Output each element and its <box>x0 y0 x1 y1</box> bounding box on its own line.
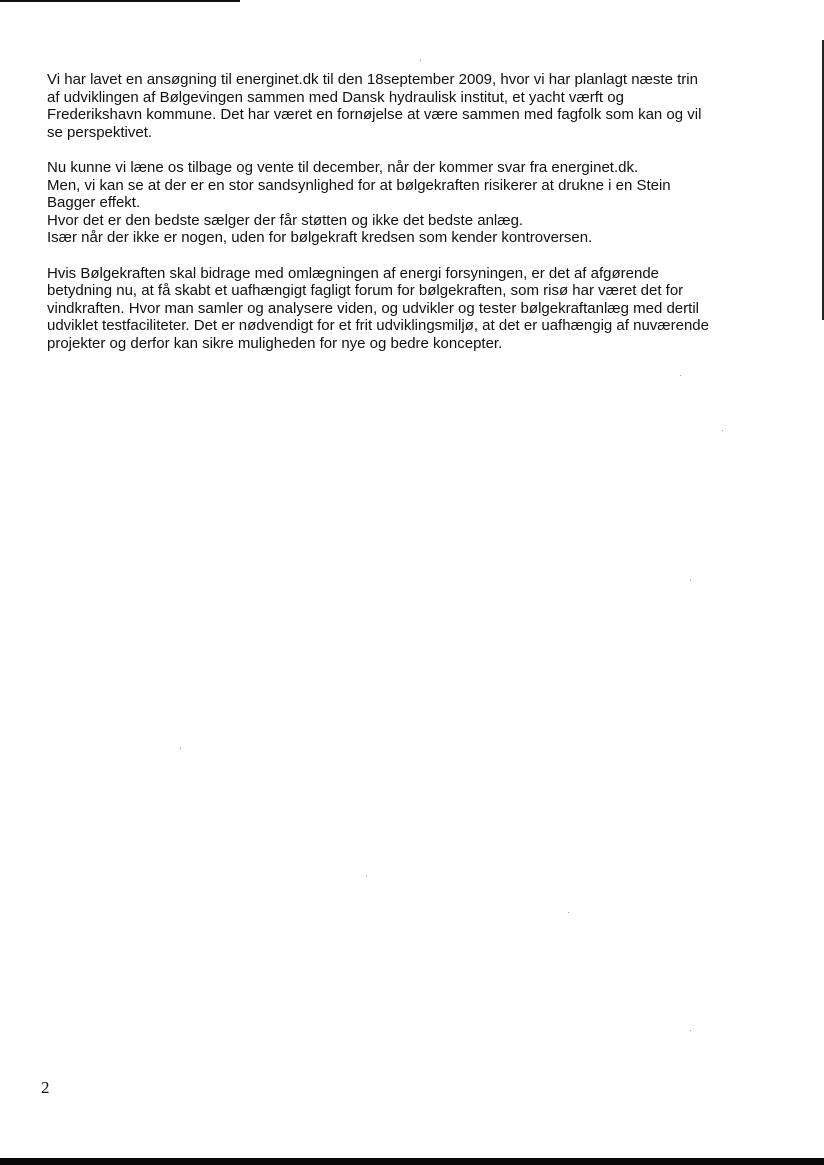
top-rule <box>0 0 240 2</box>
paragraph-concern <box>47 159 793 247</box>
scan-speck <box>690 1030 691 1031</box>
text-line: Hvis Bølgekraften skal bidrage med omlægningen af energi forsyningen, er det af afgørende <box>47 264 660 282</box>
text-line: af udviklingen af Bølgevingen sammen med Dansk hydraulisk institut, et yacht værft og <box>47 88 624 106</box>
paragraph-proposal <box>47 265 793 353</box>
text-line: Hvor det er den bedste sælger der får støtten og ikke det bedste anlæg. <box>47 211 524 229</box>
text-line: betydning nu, at få skabt et uafhængigt fagligt forum for bølgekraften, som risø har været det for <box>47 282 684 300</box>
scan-speck <box>180 748 181 749</box>
scan-speck <box>680 375 681 376</box>
scan-speck <box>420 60 421 61</box>
page-number: 2 <box>41 1078 50 1097</box>
body-text <box>47 71 793 370</box>
scan-speck <box>568 912 569 913</box>
text-line: Bagger effekt. <box>47 194 141 212</box>
scan-speck <box>366 875 367 876</box>
text-line: Især når der ikke er nogen, uden for bølgekraft kredsen som kender kontroversen. <box>47 229 593 247</box>
bottom-scan-band <box>0 1158 824 1165</box>
scan-speck <box>722 430 723 431</box>
text-line: Men, vi kan se at der er en stor sandsynlighed for at bølgekraften risikerer at drukne i en Stein <box>47 176 671 194</box>
text-line: Nu kunne vi læne os tilbage og vente til december, når der kommer svar fra energinet.dk. <box>47 158 639 176</box>
text-line: vindkraften. Hvor man samler og analysere viden, og udvikler og tester bølgekraftanlæg med dertil <box>47 299 699 317</box>
text-line: Vi har lavet en ansøgning til energinet.dk til den 18september 2009, hvor vi har planlagt næste trin <box>47 71 698 88</box>
text-line: Frederikshavn kommune. Det har været en fornøjelse at være sammen med fagfolk som kan og vil <box>47 106 702 124</box>
text-line: se perspektivet. <box>47 123 153 141</box>
paragraph-application <box>47 71 793 141</box>
text-line: udviklet testfaciliteter. Det er nødvendigt for et frit udviklingsmiljø, at det er uafhængig af nuværende <box>47 317 709 335</box>
text-line: projekter og derfor kan sikre muligheden for nye og bedre koncepter. <box>47 334 503 352</box>
scan-speck <box>690 580 691 581</box>
